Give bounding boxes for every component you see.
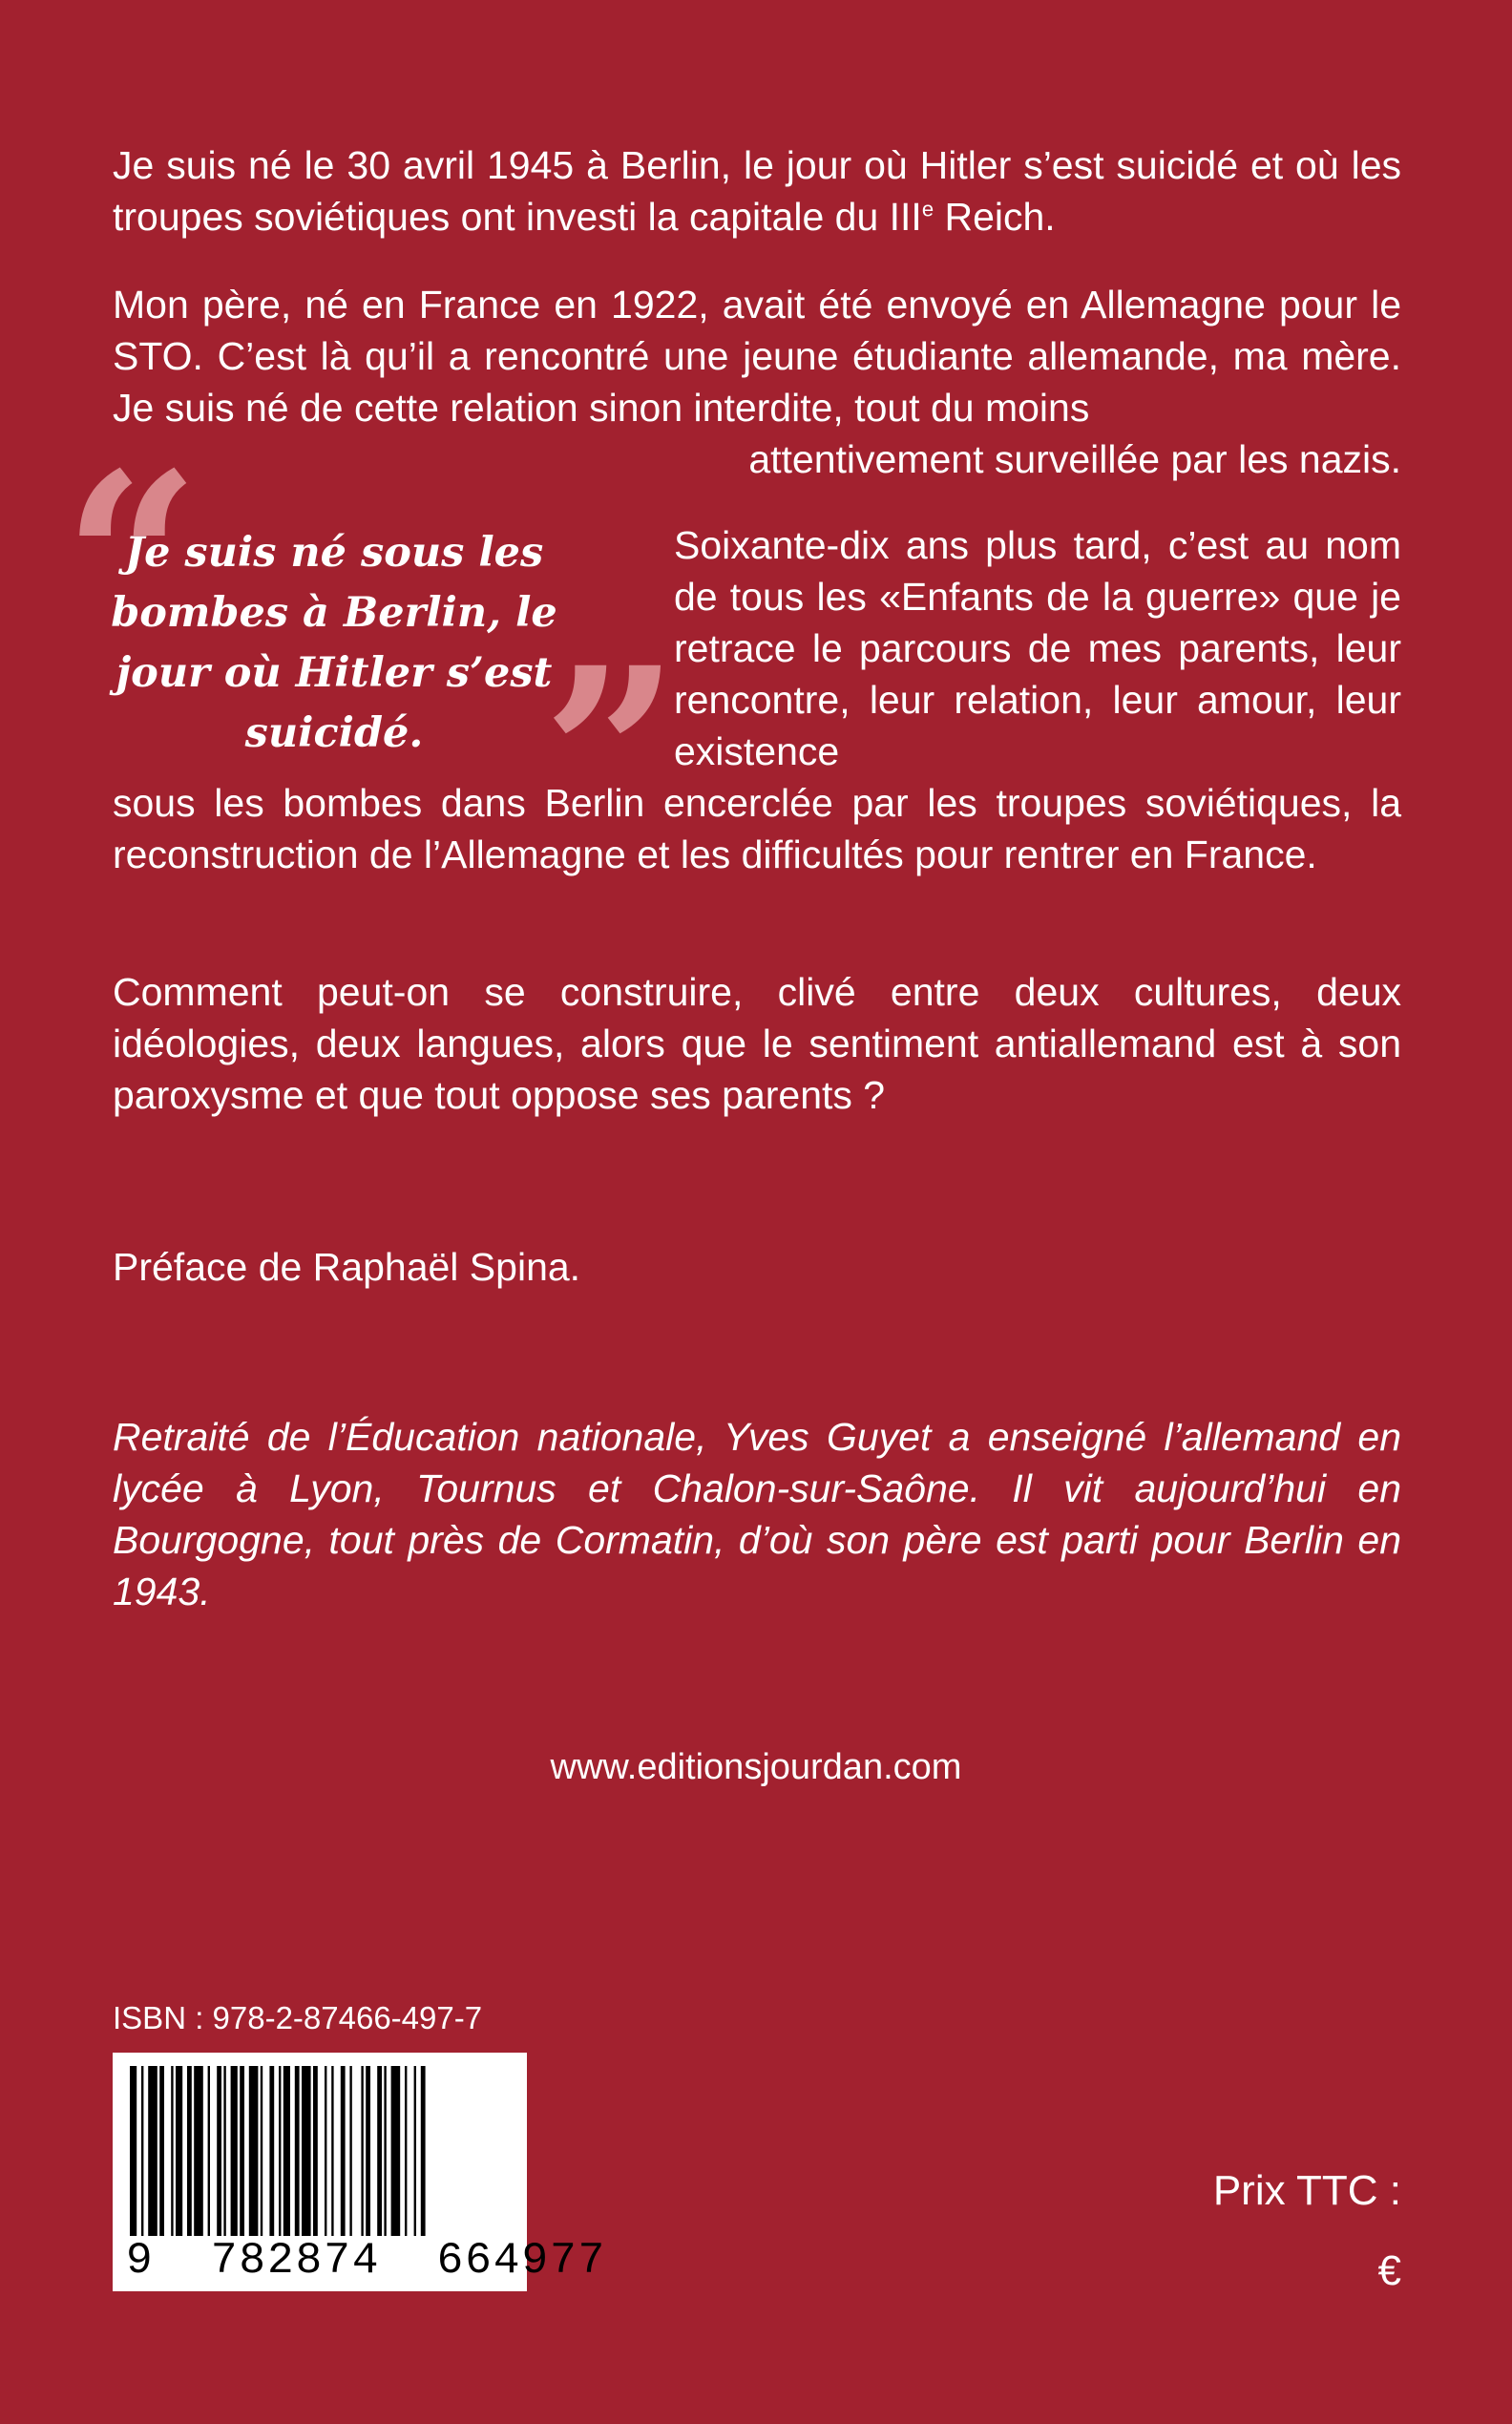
barcode-bar <box>148 2066 158 2236</box>
barcode-bar <box>249 2066 259 2236</box>
open-quote-icon: “ <box>63 420 200 701</box>
paragraph-birth <box>113 139 1401 242</box>
paragraph-birth-text: Je suis né le 30 avril 1945 à Berlin, le jour où Hitler s’est suicidé et où les troupes soviétiques ont investi la capitale du III <box>113 143 1401 239</box>
barcode <box>113 2053 607 2291</box>
close-quote-icon: ” <box>542 615 680 896</box>
barcode-bar <box>341 2066 346 2236</box>
barcode-bar <box>176 2066 182 2236</box>
barcode-bar <box>302 2066 311 2236</box>
barcode-bar <box>384 2066 386 2236</box>
barcode-bar <box>414 2066 416 2236</box>
barcode-bar <box>187 2066 192 2236</box>
barcode-bar <box>391 2066 401 2236</box>
price-currency: € <box>1377 2247 1401 2294</box>
isbn-label: ISBN : 978-2-87466-497-7 <box>113 2000 483 2035</box>
barcode-bar <box>284 2066 290 2236</box>
barcode-bar <box>331 2066 333 2236</box>
barcode-bar <box>269 2066 274 2236</box>
barcode-digits: 9 782874 664977 <box>126 2236 607 2286</box>
paragraph-father-end: attentivement surveillée par les nazis. <box>748 437 1401 481</box>
paragraph-seventy-years-end: sous les bombes dans Berlin encerclée par les troupes soviétiques, la reconstruction de l’Allemagne et les difficultés pour rentrer en France. <box>113 781 1401 876</box>
barcode-bar <box>194 2066 203 2236</box>
barcode-bar <box>130 2066 136 2236</box>
barcode-bar <box>171 2066 173 2236</box>
barcode-bar <box>217 2066 221 2236</box>
barcode-bar <box>240 2066 244 2236</box>
barcode-bar <box>159 2066 164 2236</box>
paragraph-father: Mon père, né en France en 1922, avait été envoyé en Allemagne pour le STO. C’est là qu’il a rencontré une jeune étudiante allemande, ma mère. Je suis né de cette relation sinon interdite, tout du moins <box>113 283 1401 430</box>
barcode-bar <box>325 2066 326 2236</box>
author-bio: Retraité de l’Éducation nationale, Yves Guyet a enseigné l’allemand en lycée à Lyon, Tournus et Chalon-sur-Saône. Il vit aujourd’hui en Bourgogne, tout près de Cormatin, d’où son père est parti pour Berlin en 1943. <box>113 1415 1401 1613</box>
barcode-bar <box>377 2066 382 2236</box>
barcode-bar <box>295 2066 300 2236</box>
barcode-bar <box>421 2066 426 2236</box>
price-label: Prix TTC : <box>1212 2167 1401 2214</box>
barcode-bar <box>223 2066 225 2236</box>
publisher-website[interactable]: www.editionsjourdan.com <box>550 1747 962 1787</box>
superscript-e: e <box>921 197 934 221</box>
paragraph-seventy-years: Soixante-dix ans plus tard, c’est au nom de tous les «Enfants de la guerre» que je retrace le parcours de mes parents, leur rencontre, leur relation, leur amour, leur existence <box>674 523 1401 773</box>
barcode-bar <box>231 2066 238 2236</box>
barcode-bar <box>313 2066 318 2236</box>
barcode-bar <box>361 2066 363 2236</box>
barcode-bar <box>405 2066 407 2236</box>
barcode-bar <box>366 2066 370 2236</box>
paragraph-birth-end: Reich. <box>934 195 1056 239</box>
paragraph-question: Comment peut-on se construire, clivé entre deux cultures, deux idéologies, deux langues, alors que le sentiment antiallemand est à son paroxysme et que tout oppose ses parents ? <box>113 970 1401 1117</box>
barcode-bar <box>349 2066 351 2236</box>
barcode-bar <box>208 2066 210 2236</box>
barcode-bar <box>279 2066 281 2236</box>
barcode-bar <box>261 2066 262 2236</box>
barcode-bar <box>141 2066 143 2236</box>
preface-credit: Préface de Raphaël Spina. <box>113 1245 581 1289</box>
pull-quote: Je suis né sous les bombes à Berlin, le jour où Hitler s’est suicidé. <box>111 529 557 757</box>
